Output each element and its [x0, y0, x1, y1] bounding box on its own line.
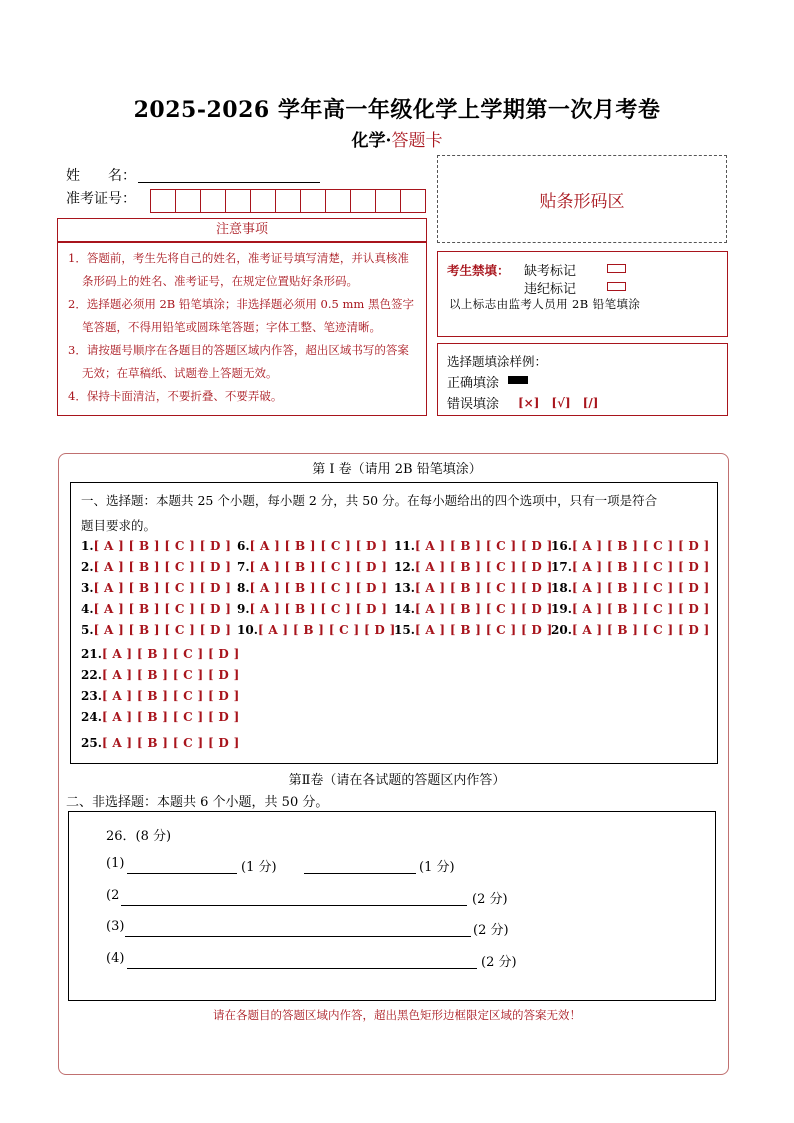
- page-title: 2025-2026 学年高一年级化学上学期第一次月考卷: [133, 97, 661, 123]
- mc-question[interactable]: [81, 668, 240, 682]
- mc-question[interactable]: [551, 602, 710, 616]
- q26-part1-label: (1): [106, 856, 125, 871]
- mc-question[interactable]: [237, 539, 387, 553]
- mc-options[interactable]: [ A ] [ B ] [ C ] [ D ]: [571, 623, 710, 637]
- notice-item: 2．选择题必须用 2B 铅笔填涂；非选择题必须用 0.5 mm 黑色签字笔答题，不得用铅笔或圆珠笔答题；字体工整、笔迹清晰。: [68, 297, 414, 334]
- mc-question-number: 15.: [394, 623, 415, 637]
- mc-question[interactable]: [81, 602, 231, 616]
- mc-options[interactable]: [ A ] [ B ] [ C ] [ D ]: [414, 602, 553, 616]
- q26-part1-blank-a[interactable]: [127, 872, 237, 874]
- q26-part1-score-a: (1 分): [241, 860, 277, 875]
- mc-options[interactable]: [ A ] [ B ] [ C ] [ D ]: [93, 602, 232, 616]
- q26-part1-blank-b[interactable]: [304, 872, 416, 874]
- mc-question-number: 7.: [237, 560, 250, 574]
- prohibited-note: 以上标志由监考人员用 2B 铅笔填涂: [449, 297, 641, 311]
- notice-box: [57, 242, 427, 416]
- mc-question[interactable]: [551, 560, 710, 574]
- mc-options[interactable]: [ A ] [ B ] [ C ] [ D ]: [249, 560, 388, 574]
- mc-question-number: 25.: [81, 736, 102, 750]
- mc-question[interactable]: [237, 581, 387, 595]
- prohibited-box: [437, 251, 728, 337]
- mc-question[interactable]: [81, 736, 240, 750]
- violation-mark-box[interactable]: [607, 282, 626, 291]
- mc-options[interactable]: [ A ] [ B ] [ C ] [ D ]: [101, 736, 240, 750]
- notice-item: 3．请按题号顺序在各题目的答题区域内作答，超出区域书写的答案无效；在草稿纸、试题卷上答题无效。: [68, 343, 409, 380]
- mc-options[interactable]: [ A ] [ B ] [ C ] [ D ]: [93, 560, 232, 574]
- mc-question-number: 19.: [551, 602, 572, 616]
- mc-options[interactable]: [ A ] [ B ] [ C ] [ D ]: [93, 539, 232, 553]
- mc-question[interactable]: [81, 581, 231, 595]
- q26-part4-score: (2 分): [481, 955, 517, 970]
- mc-options[interactable]: [ A ] [ B ] [ C ] [ D ]: [414, 539, 553, 553]
- q26-part2-blank[interactable]: [121, 904, 467, 906]
- footer-warning: 请在各题目的答题区域内作答，超出黑色矩形边框限定区域的答案无效！: [213, 1008, 581, 1022]
- mc-options[interactable]: [ A ] [ B ] [ C ] [ D ]: [101, 710, 240, 724]
- mc-question[interactable]: [81, 560, 231, 574]
- mc-question[interactable]: [394, 602, 553, 616]
- wrong-fill-samples: [×] [√] [/]: [518, 396, 599, 410]
- mc-question-number: 13.: [394, 581, 415, 595]
- id-digit-box[interactable]: [400, 189, 426, 213]
- id-digit-box[interactable]: [250, 189, 276, 213]
- mc-options[interactable]: [ A ] [ B ] [ C ] [ D ]: [571, 581, 710, 595]
- wrong-fill-label: 错误填涂: [447, 397, 500, 412]
- mc-options[interactable]: [ A ] [ B ] [ C ] [ D ]: [93, 581, 232, 595]
- mc-question[interactable]: [81, 623, 231, 637]
- mc-question-number: 17.: [551, 560, 572, 574]
- mc-question[interactable]: [237, 623, 396, 637]
- mc-question-number: 18.: [551, 581, 572, 595]
- id-digit-box[interactable]: [275, 189, 301, 213]
- q26-part4-label: (4): [106, 951, 125, 966]
- q26-title: 26．(8 分): [106, 829, 172, 844]
- q26-answer-box: [68, 811, 716, 1001]
- absent-mark-label: 缺考标记: [524, 264, 577, 279]
- mc-question[interactable]: [237, 560, 387, 574]
- notice-item: 1．答题前，考生先将自己的姓名，准考证号填写清楚，并认真核准条形码上的姓名、准考证号，在规定位置贴好条形码。: [68, 251, 409, 288]
- mc-question-number: 10.: [237, 623, 258, 637]
- mc-question-number: 21.: [81, 647, 102, 661]
- barcode-area: 贴条形码区: [437, 155, 727, 243]
- part2-heading: 第Ⅱ卷（请在各试题的答题区内作答）: [288, 773, 506, 788]
- mc-options[interactable]: [ A ] [ B ] [ C ] [ D ]: [93, 623, 232, 637]
- mc-options[interactable]: [ A ] [ B ] [ C ] [ D ]: [249, 602, 388, 616]
- correct-fill-sample: [508, 376, 528, 384]
- mc-question[interactable]: [551, 539, 710, 553]
- fill-sample-title: 选择题填涂样例：: [447, 354, 548, 369]
- mc-options[interactable]: [ A ] [ B ] [ C ] [ D ]: [414, 581, 553, 595]
- mc-options[interactable]: [ A ] [ B ] [ C ] [ D ]: [571, 602, 710, 616]
- part1-heading: 第 I 卷（请用 2B 铅笔填涂）: [312, 462, 482, 477]
- mc-question-number: 3.: [81, 581, 94, 595]
- mc-question[interactable]: [237, 602, 387, 616]
- q26-part1-score-b: (1 分): [419, 860, 455, 875]
- mc-question-number: 8.: [237, 581, 250, 595]
- mc-question[interactable]: [394, 623, 553, 637]
- mc-question[interactable]: [394, 539, 553, 553]
- subtitle-card: 答题卡: [391, 131, 443, 151]
- mc-options[interactable]: [ A ] [ B ] [ C ] [ D ]: [249, 539, 388, 553]
- mc-question-number: 1.: [81, 539, 94, 553]
- q26-part2-label: (2: [106, 888, 120, 903]
- mc-question-number: 11.: [394, 539, 415, 553]
- mc-question[interactable]: [81, 710, 240, 724]
- mc-question-number: 22.: [81, 668, 102, 682]
- mc-question-number: 5.: [81, 623, 94, 637]
- mc-question-number: 12.: [394, 560, 415, 574]
- exam-id-boxes[interactable]: [151, 189, 426, 213]
- mc-question[interactable]: [394, 560, 553, 574]
- subtitle-subject: 化学·: [351, 131, 392, 151]
- fill-sample-box: [437, 343, 728, 416]
- mc-options[interactable]: [ A ] [ B ] [ C ] [ D ]: [571, 539, 710, 553]
- mc-options[interactable]: [ A ] [ B ] [ C ] [ D ]: [571, 560, 710, 574]
- mc-instruction-cont: 题目要求的。: [81, 518, 157, 533]
- q26-part4-blank[interactable]: [127, 967, 477, 969]
- q26-part3-blank[interactable]: [125, 935, 471, 937]
- mc-instruction: 一、选择题：本题共 25 个小题，每小题 2 分，共 50 分。在每小题给出的四个选项中，只有一项是符合: [81, 493, 658, 508]
- q26-part3-label: (3): [106, 919, 125, 934]
- multiple-choice-box: [70, 482, 718, 764]
- id-digit-box[interactable]: [175, 189, 201, 213]
- mc-question[interactable]: [81, 539, 231, 553]
- absent-mark-box[interactable]: [607, 264, 626, 273]
- mc-options[interactable]: [ A ] [ B ] [ C ] [ D ]: [101, 647, 240, 661]
- id-digit-box[interactable]: [375, 189, 401, 213]
- correct-fill-label: 正确填涂: [447, 376, 500, 391]
- mc-question-number: 4.: [81, 602, 94, 616]
- mc-question-number: 2.: [81, 560, 94, 574]
- mc-question[interactable]: [81, 647, 240, 661]
- violation-mark-label: 违纪标记: [524, 282, 577, 297]
- mc-options[interactable]: [ A ] [ B ] [ C ] [ D ]: [249, 581, 388, 595]
- mc-options[interactable]: [ A ] [ B ] [ C ] [ D ]: [101, 689, 240, 703]
- id-digit-box[interactable]: [200, 189, 226, 213]
- part2-section-title: 二、非选择题：本题共 6 个小题，共 50 分。: [66, 795, 329, 810]
- mc-question-number: 16.: [551, 539, 572, 553]
- q26-part3-score: (2 分): [473, 923, 509, 938]
- mc-question-number: 6.: [237, 539, 250, 553]
- name-label: 姓 名：: [66, 168, 136, 184]
- mc-question-number: 20.: [551, 623, 572, 637]
- q26-part2-score: (2 分): [472, 892, 508, 907]
- mc-question[interactable]: [394, 581, 553, 595]
- mc-question[interactable]: [551, 623, 710, 637]
- id-digit-box[interactable]: [300, 189, 326, 213]
- notice-item: 4．保持卡面清洁，不要折叠、不要弄破。: [68, 389, 283, 403]
- id-digit-box[interactable]: [325, 189, 351, 213]
- mc-question-number: 14.: [394, 602, 415, 616]
- mc-options[interactable]: [ A ] [ B ] [ C ] [ D ]: [414, 623, 553, 637]
- name-input-line[interactable]: [138, 181, 320, 183]
- mc-question-number: 23.: [81, 689, 102, 703]
- exam-id-label: 准考证号：: [66, 191, 136, 207]
- page-subtitle: [0, 126, 794, 151]
- mc-options[interactable]: [ A ] [ B ] [ C ] [ D ]: [257, 623, 396, 637]
- id-digit-box[interactable]: [350, 189, 376, 213]
- notice-heading: 注意事项: [57, 218, 427, 242]
- id-digit-box[interactable]: [225, 189, 251, 213]
- mc-options[interactable]: [ A ] [ B ] [ C ] [ D ]: [101, 668, 240, 682]
- id-digit-box[interactable]: [150, 189, 176, 213]
- mc-question-number: 24.: [81, 710, 102, 724]
- prohibited-label: 考生禁填：: [447, 263, 510, 278]
- mc-options[interactable]: [ A ] [ B ] [ C ] [ D ]: [414, 560, 553, 574]
- mc-question[interactable]: [81, 689, 240, 703]
- mc-question[interactable]: [551, 581, 710, 595]
- mc-question-number: 9.: [237, 602, 250, 616]
